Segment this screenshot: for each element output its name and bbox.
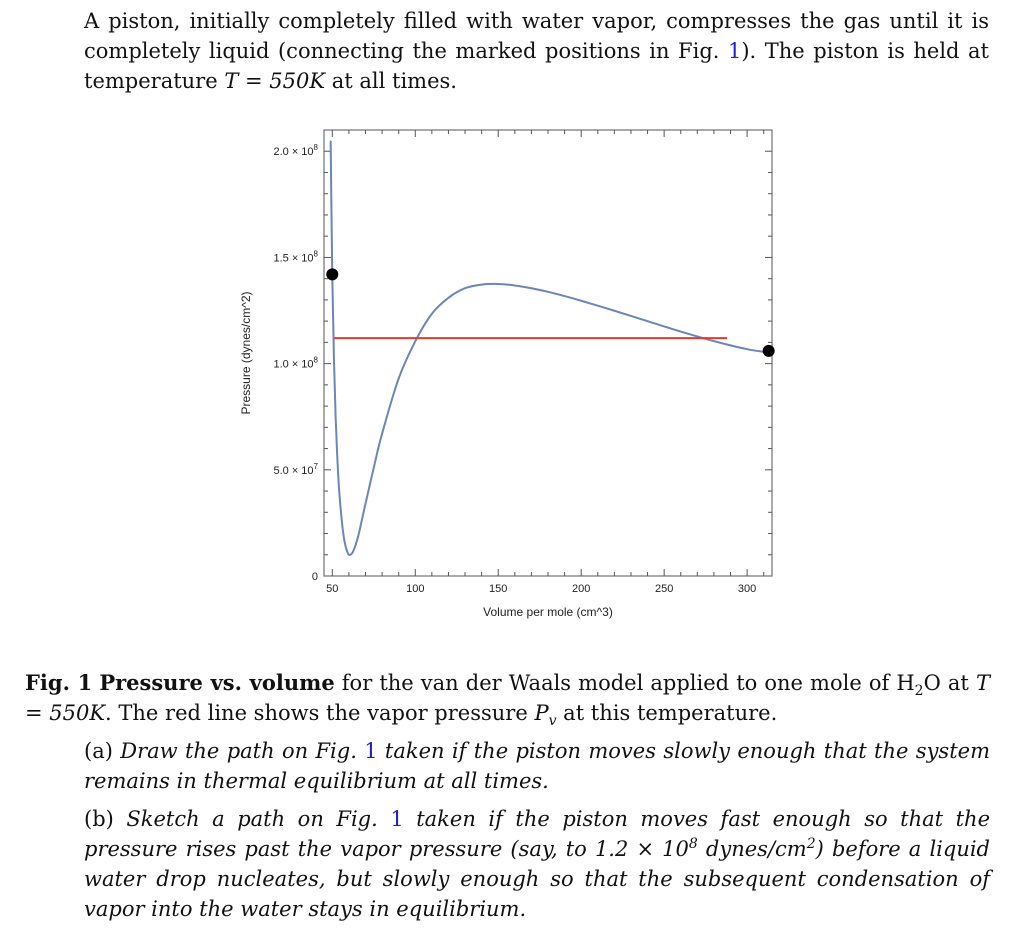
caption-temperature-math: T = 550K <box>25 671 990 725</box>
caption-bold-title: Pressure vs. volume <box>99 670 335 695</box>
x-tick-label: 300 <box>737 583 757 595</box>
caption-subscript-2: 2 <box>914 683 924 700</box>
y-tick-label: $1.5 \times 10^8$ <box>273 249 318 265</box>
x-tick-label: 200 <box>572 583 591 595</box>
y-tick-label: 0 <box>311 571 318 583</box>
caption-text-3: . The red line shows the vapor pressure <box>105 701 535 725</box>
x-tick-label: 150 <box>489 583 508 595</box>
vapor-pressure-subscript: v <box>548 713 557 730</box>
problem-intro <box>84 6 989 96</box>
x-tick-label: 250 <box>654 583 674 595</box>
question-b <box>84 804 990 924</box>
liquid-endpoint-marker <box>326 268 338 280</box>
vapor-endpoint-marker <box>763 345 775 357</box>
question-b-figure-link[interactable]: 1 <box>390 807 404 831</box>
y-tick-label: $1.0 \times 10^8$ <box>273 355 318 371</box>
plot-frame <box>324 130 772 576</box>
question-a-label: (a) <box>84 739 113 763</box>
van-der-waals-isotherm-curve <box>331 141 772 555</box>
caption-label: Fig. 1 <box>25 670 93 695</box>
caption-text-2: O at <box>923 671 976 695</box>
question-a-figure-link[interactable]: 1 <box>364 739 378 763</box>
question-a <box>84 736 990 796</box>
intro-text-3: at all times. <box>325 69 457 93</box>
intro-text-1: A piston, initially completely filled with water vapor, compresses the gas until it is completely liquid (connecting the marked positions in Fig. <box>84 9 989 63</box>
y-tick-label: $2.0 \times 10^8$ <box>273 143 318 159</box>
figure-caption <box>25 668 990 728</box>
question-b-text-1: Sketch a path on Fig. <box>113 807 391 831</box>
x-tick-label: 100 <box>406 583 425 595</box>
question-b-exponent-2: 2 <box>806 836 816 852</box>
question-b-text-2: taken if the piston moves fast enough so that the pressure rises past the vapor pressure (say, to 1.2 × 10 <box>84 807 990 861</box>
question-a-text-2: taken if the piston moves slowly enough that the system remains in thermal equilibrium at all times. <box>84 739 990 793</box>
x-axis-title: Volume per mole (cm^3) <box>483 605 613 619</box>
question-a-text-1: Draw the path on Fig. <box>112 739 365 763</box>
figure-reference-link[interactable]: 1 <box>727 39 742 63</box>
caption-text-4: at this temperature. <box>556 701 778 725</box>
question-b-exponent-8: 8 <box>688 836 698 852</box>
question-b-label: (b) <box>84 807 114 831</box>
caption-text-1: for the van der Waals model applied to one mole of H <box>334 671 915 695</box>
y-axis-title: Pressure (dynes/cm^2) <box>239 291 253 415</box>
question-b-text-4: ) before a liquid water drop nucleates, but slowly enough so that the subsequent condensation of vapor into the water stays in equilibrium. <box>84 837 991 921</box>
vapor-pressure-symbol: P <box>534 701 549 725</box>
y-tick-label: $5.0 \times 10^7$ <box>273 461 318 477</box>
figure-1 <box>230 120 790 630</box>
question-b-text-3: dynes/cm <box>697 837 807 861</box>
pressure-volume-chart <box>230 120 790 630</box>
temperature-math: T = 550K <box>224 69 326 93</box>
x-tick-label: 50 <box>326 583 339 595</box>
intro-text-2: ). The piston is held at temperature <box>84 39 989 93</box>
